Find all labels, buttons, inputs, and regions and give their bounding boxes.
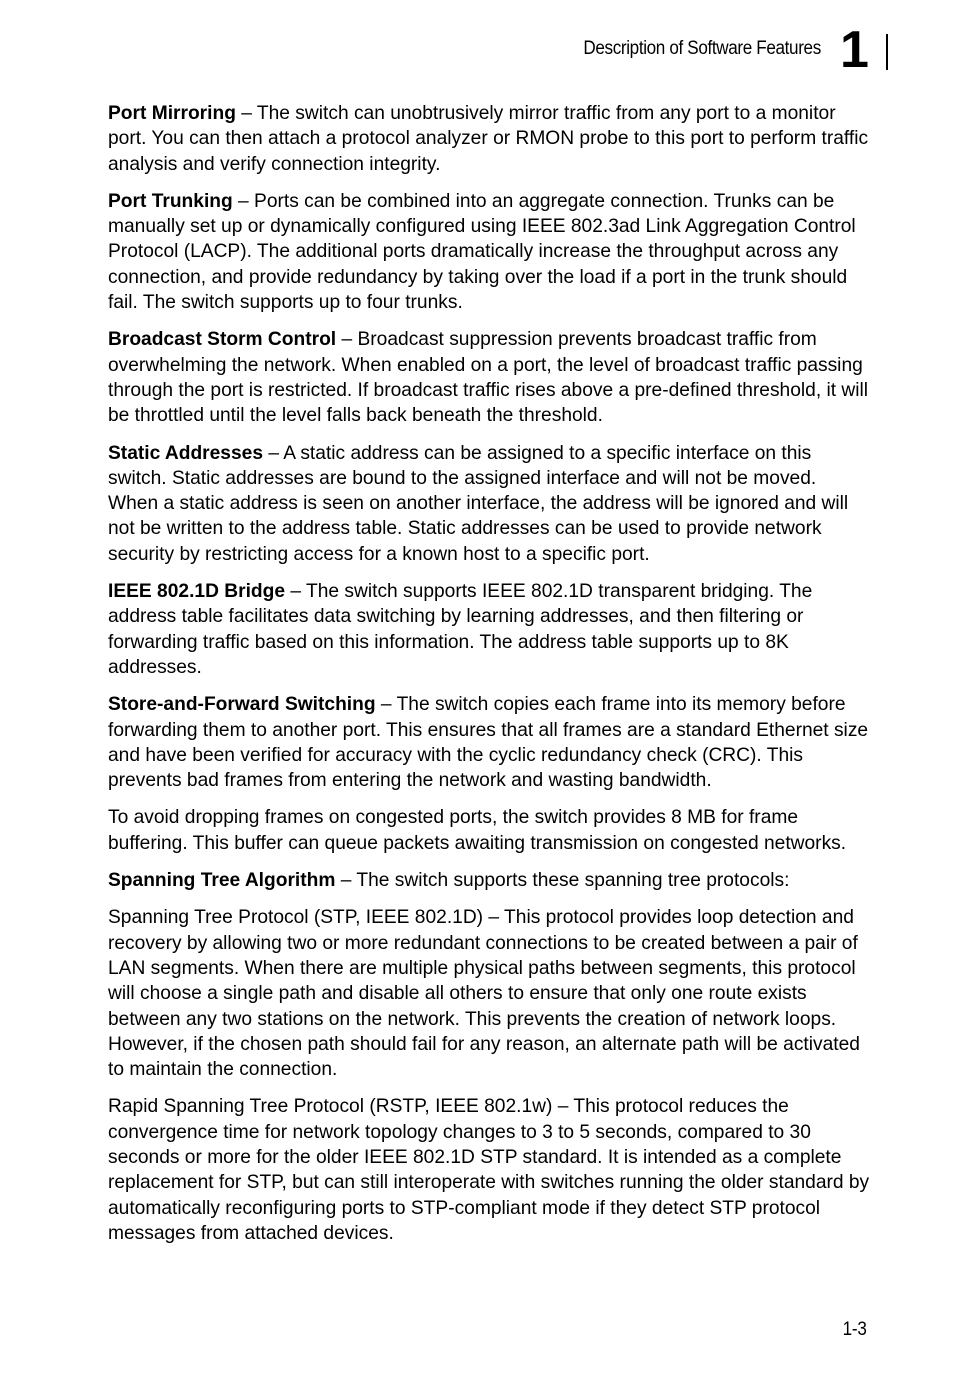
paragraph-text: – Ports can be combined into an aggregate connection. Trunks can be manually set up or dynamically configured using IEEE 802.3ad Link Aggregation Control Protocol (LACP). The additional ports dramatically increase the throughput across any connection, and provide redundancy by taking over the load if a port in the trunk should fail. The switch supports up to four trunks. xyxy=(108,190,856,314)
term-port-mirroring: Port Mirroring xyxy=(108,103,236,124)
paragraph-text: – A static address can be assigned to a specific interface on this switch. Static addresses are bound to the assigned interface and will not be moved. When a static address is seen on another interface, the address will be ignored and will not be written to the address table. Static addresses can be used to provide network security by restricting access for a known host to a specific port. xyxy=(108,442,849,565)
paragraph-text: – Broadcast suppression prevents broadcast traffic from overwhelming the network. When enabled on a port, the level of broadcast traffic passing through the port is restricted. If broadcast traffic rises above a pre-defined threshold, it will be throttled until the level falls back beneath the threshold. xyxy=(108,329,869,427)
paragraph-text: – The switch can unobtrusively mirror traffic from any port to a monitor port. You can then attach a protocol analyzer or RMON probe to this port to perform traffic analysis and verify connection integrity. xyxy=(108,103,869,175)
term-static-addresses: Static Addresses xyxy=(108,442,263,464)
term-port-trunking: Port Trunking xyxy=(108,190,233,212)
term-broadcast-storm-control: Broadcast Storm Control xyxy=(108,329,337,351)
term-ieee-bridge: IEEE 802.1D Bridge xyxy=(108,581,286,603)
paragraph-store-and-forward xyxy=(108,692,870,793)
paragraph-broadcast-storm-control xyxy=(108,327,870,428)
paragraph-spanning-tree xyxy=(108,868,870,893)
paragraph-text: Spanning Tree Protocol (STP, IEEE 802.1D) – This protocol provides loop detection and recovery by allowing two or more redundant connections to be created between a pair of LAN segments. When there are multiple physical paths between segments, this protocol will choose a single path and disable all others to ensure that only one route exists between any two stations on the network. This prevents the creation of network loops. However, if the chosen path should fail for any reason, an alternate path will be activated to maintain the connection. xyxy=(108,907,860,1081)
body-text xyxy=(108,101,870,1258)
paragraph-text: Rapid Spanning Tree Protocol (RSTP, IEEE 802.1w) – This protocol reduces the convergence time for network topology changes to 3 to 5 seconds, compared to 30 seconds or more for the older IEEE 802.1D STP standard. It is intended as a complete replacement for STP, but can still interoperate with switches running the older standard by automatically reconfiguring ports to STP-compliant mode if they detect STP protocol messages from attached devices. xyxy=(108,1096,870,1244)
paragraph-stp xyxy=(108,905,870,1082)
paragraph-ieee-bridge xyxy=(108,579,870,680)
paragraph-port-mirroring xyxy=(108,101,870,177)
term-spanning-tree: Spanning Tree Algorithm xyxy=(108,870,336,892)
paragraph-text: – The switch copies each frame into its memory before forwarding them to another port. This ensures that all frames are a standard Ethernet size and have been verified for accuracy with the cyclic redundancy check (CRC). This prevents bad frames from entering the network and wasting bandwidth. xyxy=(108,694,869,792)
chapter-number: 1 xyxy=(840,21,869,79)
paragraph-static-addresses xyxy=(108,441,870,567)
chapter-divider xyxy=(886,34,888,70)
running-header-title: Description of Software Features xyxy=(583,38,821,59)
paragraph-rstp xyxy=(108,1094,870,1246)
paragraph-text: To avoid dropping frames on congested ports, the switch provides 8 MB for frame buffering. This buffer can queue packets awaiting transmission on congested networks. xyxy=(108,807,847,854)
paragraph-port-trunking xyxy=(108,189,870,315)
term-store-and-forward: Store-and-Forward Switching xyxy=(108,694,376,716)
paragraph-text: – The switch supports these spanning tree protocols: xyxy=(335,870,790,892)
paragraph-frame-buffering xyxy=(108,805,870,856)
paragraph-text: – The switch supports IEEE 802.1D transparent bridging. The address table facilitates data switching by learning addresses, and then filtering or forwarding traffic based on this information. The address table supports up to 8K addresses. xyxy=(108,581,813,678)
page-number: 1-3 xyxy=(843,1319,867,1340)
